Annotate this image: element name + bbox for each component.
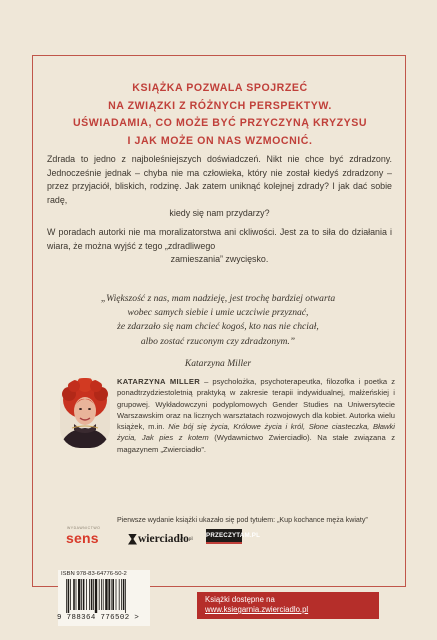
barcode-bar xyxy=(81,579,82,610)
przeczytam-logo-underline xyxy=(206,542,242,544)
barcode-bar xyxy=(101,579,102,610)
barcode-bar xyxy=(105,579,107,610)
author-portrait-icon xyxy=(60,378,110,448)
headline-line-2: NA ZWIĄZKI Z RÓŻNYCH PERSPEKTYW. xyxy=(108,99,332,112)
paragraph-betrayal xyxy=(47,153,392,221)
barcode-bar xyxy=(76,579,77,610)
bio-author-name: KATARZYNA MILLER xyxy=(117,377,200,386)
zwierciadlo-logo-sup: pl xyxy=(188,536,193,542)
headline-line-4: I JAK MOŻE ON NAS WZMOCNIĆ. xyxy=(127,134,313,147)
shop-url-link[interactable]: www.ksiegarnia.zwierciadlo.pl xyxy=(205,605,309,614)
quote-line-3: że zdarzało się nam chcieć kogoś, kto nas nie chciał, xyxy=(117,321,319,333)
barcode-bar xyxy=(73,579,75,610)
zwierciadlo-mark-icon xyxy=(128,534,137,545)
barcode-icon xyxy=(66,579,146,613)
barcode-bar xyxy=(99,579,100,610)
paragraph-1-last-line: kiedy się nam przydarzy? xyxy=(169,208,270,219)
barcode-bar xyxy=(125,579,126,613)
barcode-bar xyxy=(83,579,85,610)
paragraph-2-text: W poradach autorki nie ma moralizatorstwa ani ckliwości. Jest za to siła do działania i wiara, że można wyjść z tego „zdradliwego xyxy=(47,227,392,251)
barcode-bar xyxy=(95,579,97,613)
barcode-bar xyxy=(103,579,104,610)
barcode-bar xyxy=(66,579,67,613)
quote-author: Katarzyna Miller xyxy=(184,357,252,369)
first-edition-note: Pierwsze wydanie książki ukazało się pod tytułem: „Kup kochance męża kwiaty” xyxy=(117,516,368,524)
bio-text-1: – psycholożka, psychoterapeutka, filozofka i poetka z ponadtrzydziestoletnią praktyką w zakresie terapii indywidualnej, małżeńskiej i grupowej. Wykładowczyni podyplomowych Gender Studies na Uniwersytecie Warszawskim oraz na licznych warsztatach rozwojowych dla kobiet. Autorka wielu książek, m.in. xyxy=(117,377,395,432)
barcode-bar xyxy=(86,579,87,610)
bio-text-2: (Wydawnictwo Zwierciadło). Na stałe związana z magazynem „Zwierciadło”. xyxy=(117,433,395,454)
barcode-bar xyxy=(108,579,110,610)
barcode-bar xyxy=(78,579,80,610)
barcode-bar xyxy=(70,579,71,610)
barcode-bar xyxy=(119,579,120,610)
barcode-bar xyxy=(123,579,125,610)
paragraph-2-last-line: zamieszania” zwycięsko. xyxy=(170,254,269,265)
zwierciadlo-logo xyxy=(128,533,193,545)
quote-line-4: albo zostać rzuconym czy zdradzonym.” xyxy=(140,335,296,347)
shop-text: Książki dostępne na xyxy=(205,595,275,604)
sens-logo: sens xyxy=(66,530,99,546)
author-photo xyxy=(60,378,110,448)
author-bio xyxy=(117,376,395,455)
barcode-bar xyxy=(68,579,70,613)
author-quote xyxy=(48,292,388,371)
paragraph-advice xyxy=(47,226,392,267)
barcode-bar xyxy=(89,579,90,610)
shop-box xyxy=(197,592,379,619)
barcode-bar xyxy=(121,579,122,610)
barcode-bar xyxy=(116,579,117,610)
quote-line-2: wobec samych siebie i umie uczciwie przyznać, xyxy=(127,307,309,319)
headline-line-3: UŚWIADAMIA, CO MOŻE BYĆ PRZYCZYNĄ KRYZYSU xyxy=(72,117,368,129)
zwierciadlo-logo-text: wierciadło xyxy=(138,533,189,545)
quote-line-1: „Większość z nas, mam nadzieję, jest trochę bardziej otwarta xyxy=(100,293,336,304)
barcode-bar xyxy=(112,579,114,610)
bio-book-titles: Nie bój się życia, Królowe życia i król, Słone ciasteczka, Bławki życia, Jak pies z kotem xyxy=(117,422,395,443)
headline-line-1: KSIĄŻKA POZWALA SPOJRZEĆ xyxy=(132,82,308,94)
barcode-bar xyxy=(111,579,112,610)
headline xyxy=(40,80,400,150)
isbn-text: ISBN 978-83-64776-50-2 xyxy=(61,571,127,577)
barcode-bar xyxy=(93,579,94,610)
barcode-digits: 9 788364 776502 > xyxy=(57,614,140,622)
przeczytam-logo: PRZECZYTAM.PL xyxy=(206,529,242,542)
barcode-bar xyxy=(91,579,93,610)
sens-logo-tag: WYDAWNICTWO xyxy=(67,526,101,530)
paragraph-1-text: Zdrada to jedno z najboleśniejszych doświadczeń. Nikt nie chce być zdradzony. Jednocześnie jednak – chyba nie ma człowieka, który nie został kiedyś zdradzony – przez przyjaciół, bliskich, rodzinę. Jak zatem uniknąć kolejnej zdrady? I jak dać sobie radę, xyxy=(47,154,392,205)
